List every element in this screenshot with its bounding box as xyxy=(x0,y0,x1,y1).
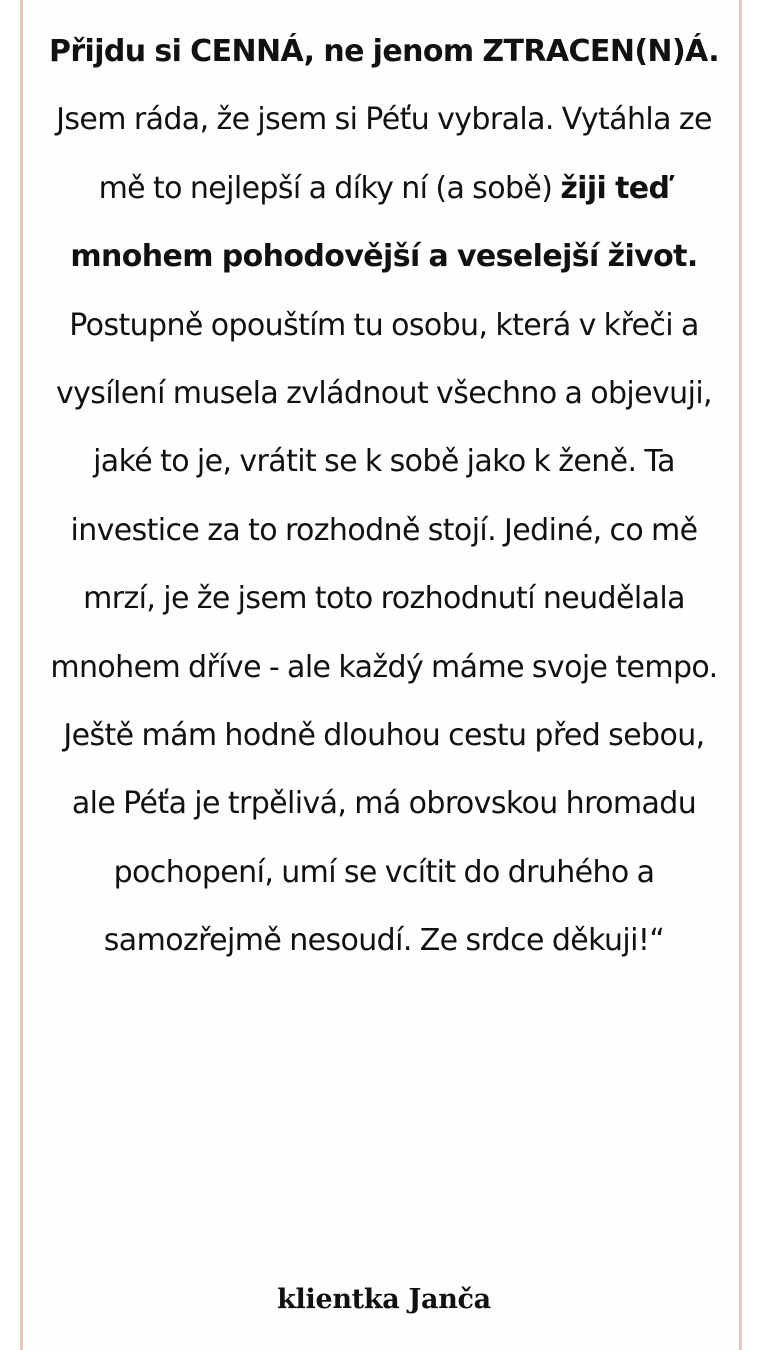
quote-text-journey: Postupně opouštím tu osobu, která v křeči a vysílení musela zvládnout všechno a objevuji, jaké to je, vrátit se k sobě jako k ženě. Ta investice za to rozhodně stojí. Jediné, co mě mrzí, je že jsem toto rozhodnutí neudělala mnohem dříve - ale každý máme svoje tempo. Ještě mám hodně dlouhou cestu před sebou, ale Péťa je trpělivá, má obrovskou hromadu pochopení, umí se vcítit do druhého a samozřejmě nesoudí. Ze srdce děkuji!“ xyxy=(50,307,718,959)
testimonial-author: klientka Janča xyxy=(277,1284,491,1315)
quote-highlight-worth: Přijdu si CENNÁ, ne jenom ZTRACEN(N)Á. xyxy=(48,34,720,69)
testimonial-quote xyxy=(48,18,720,976)
quote-text-choice: Jsem ráda, že jsem si Péťu vybrala. Vytáhla ze mě to nejlepší a díky ní (a sobě) xyxy=(56,102,712,206)
quote-highlight-life: žiji teď mnohem pohodovější a veselejší život. xyxy=(70,170,698,275)
